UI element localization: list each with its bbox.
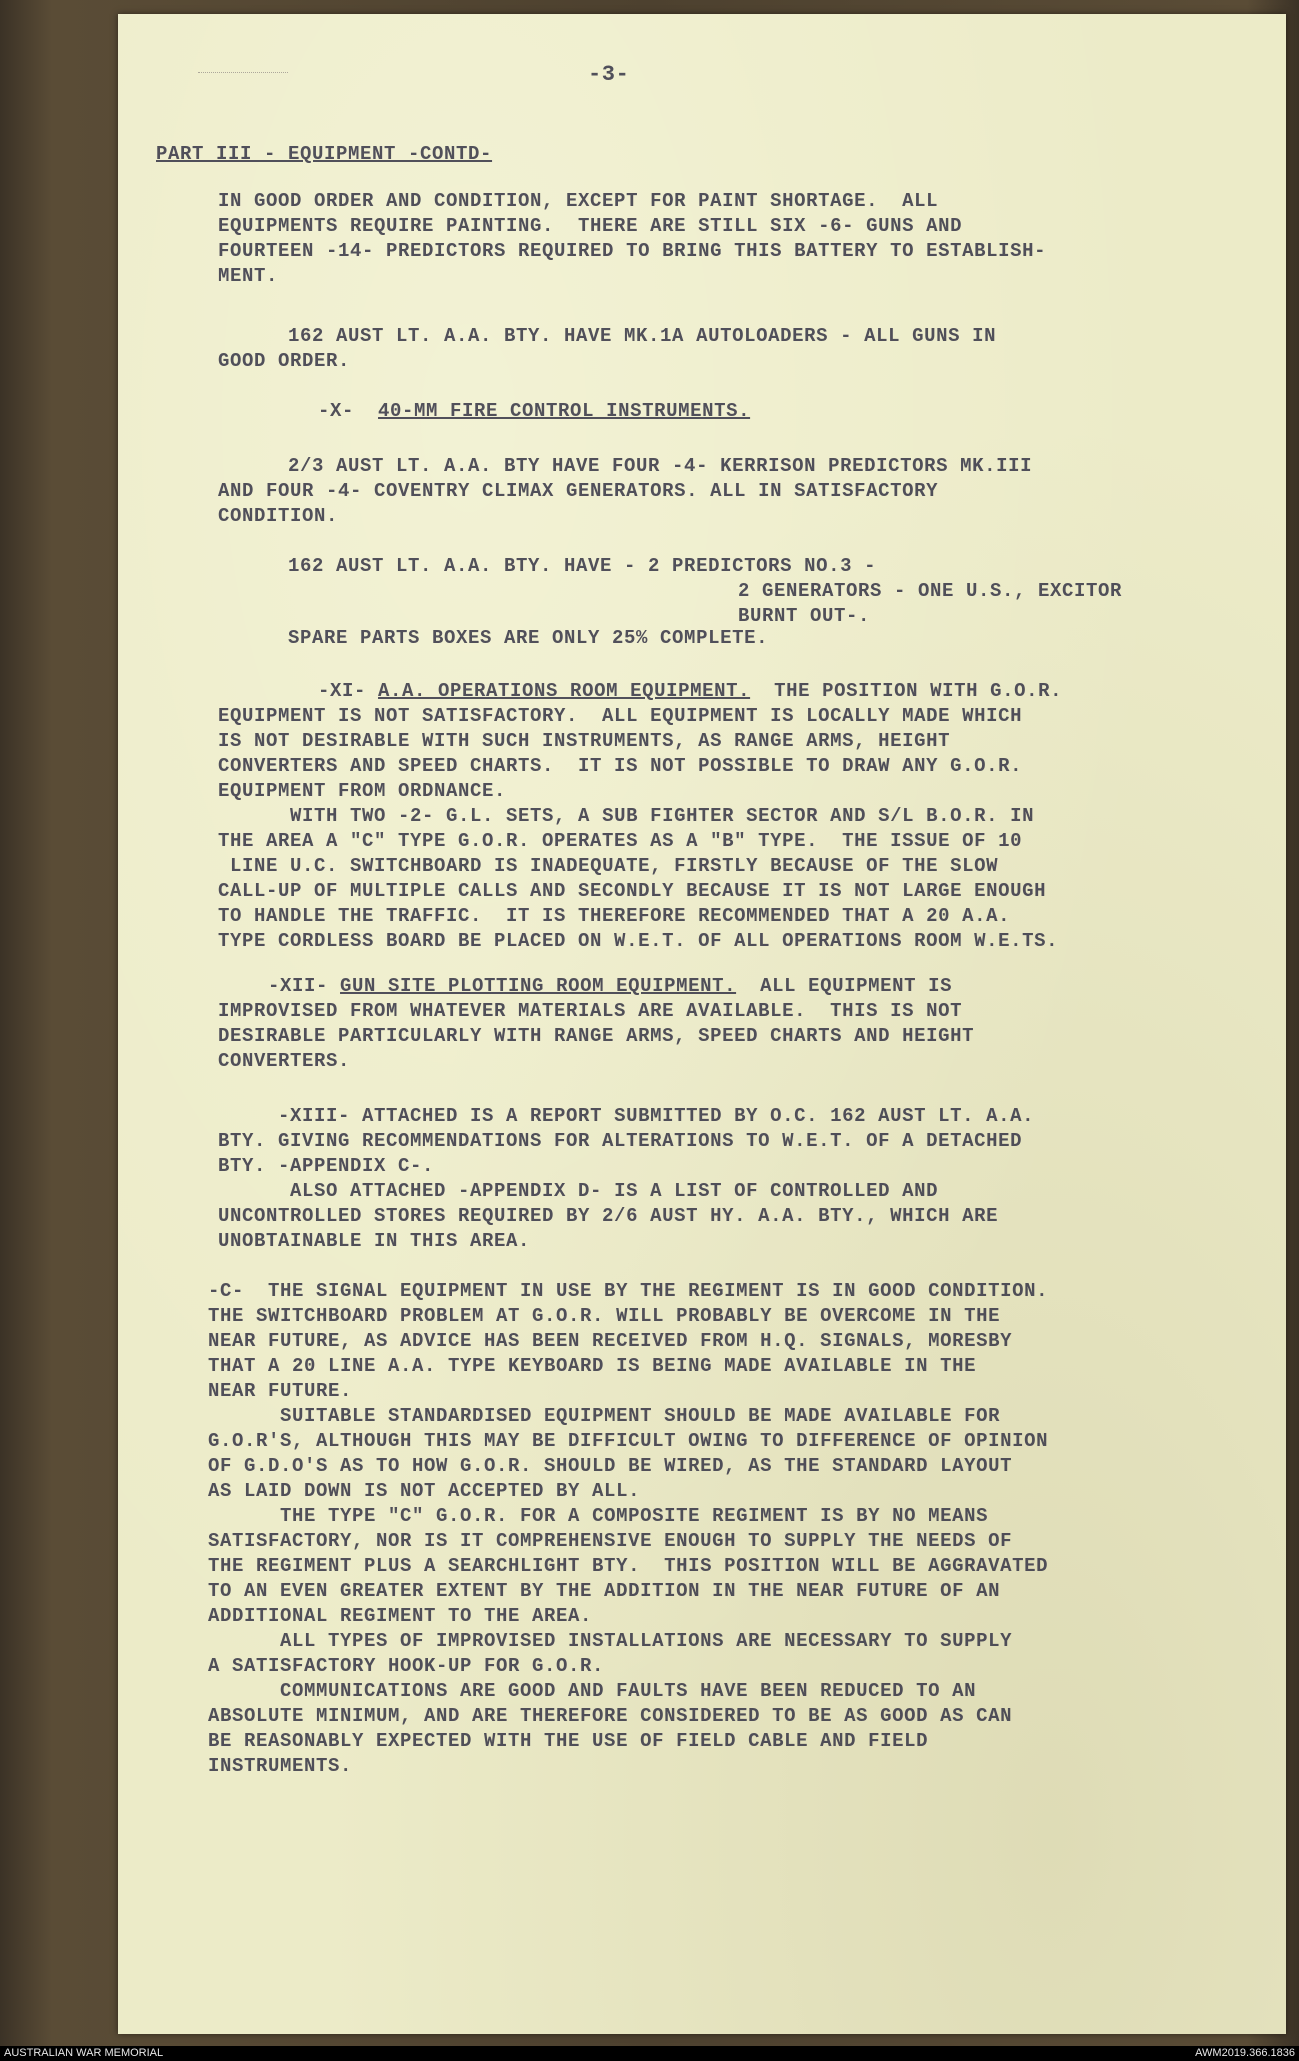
document-page bbox=[118, 14, 1286, 2034]
paragraph-signal-equipment: -C- THE SIGNAL EQUIPMENT IN USE BY THE REGIMENT IS IN GOOD CONDITION. THE SWITCHBOARD PROBLEM AT G.O.R. WILL PROBABLY BE OVERCOME IN THE NEAR FUTURE, AS ADVICE HAS BEEN RECEIVED FROM H.Q. SIGNALS, MORESBY THAT A 20 LINE A.A. TYPE KEYBOARD IS BEING MADE AVAILABLE IN THE NEAR FUTURE. SUITABLE STANDARDISED EQUIPMENT SHOULD BE MADE AVAILABLE FOR G.O.R'S, ALTHOUGH THIS MAY BE DIFFICULT OWING TO DIFFERENCE OF OPINION OF G.D.O'S AS TO HOW G.O.R. SHOULD BE WIRED, AS THE STANDARD LAYOUT AS LAID DOWN IS NOT ACCEPTED BY ALL. THE TYPE "C" G.O.R. FOR A COMPOSITE REGIMENT IS BY NO MEANS SATISFACTORY, NOR IS IT COMPREHENSIVE ENOUGH TO SUPPLY THE NEEDS OF THE REGIMENT PLUS A SEARCHLIGHT BTY. THIS POSITION WILL BE AGGRAVATED TO AN EVEN GREATER EXTENT BY THE ADDITION IN THE NEAR FUTURE OF AN ADDITIONAL REGIMENT TO THE AREA. ALL TYPES OF IMPROVISED INSTALLATIONS ARE NECESSARY TO SUPPLY A SATISFACTORY HOOK-UP FOR G.O.R. COMMUNICATIONS ARE GOOD AND FAULTS HAVE BEEN REDUCED TO AN ABSOLUTE MINIMUM, AND ARE THEREFORE CONSIDERED TO BE AS GOOD AS CAN BE REASONABLY EXPECTED WITH THE USE OF FIELD CABLE AND FIELD INSTRUMENTS. bbox=[208, 1280, 1049, 1777]
paragraph-plotting-room: IMPROVISED FROM WHATEVER MATERIALS ARE AVAILABLE. THIS IS NOT DESIRABLE PARTICULARLY WITH RANGE ARMS, SPEED CHARTS AND HEIGHT CONVERTERS. bbox=[218, 1000, 975, 1072]
section-xii-heading bbox=[268, 974, 952, 999]
section-xii-lead: ALL EQUIPMENT IS bbox=[736, 975, 953, 997]
section-xi-lead: THE POSITION WITH G.O.R. bbox=[750, 680, 1063, 702]
paragraph-spare-parts: SPARE PARTS BOXES ARE ONLY 25% COMPLETE. bbox=[288, 627, 769, 649]
section-xii-title: GUN SITE PLOTTING ROOM EQUIPMENT. bbox=[340, 975, 737, 997]
section-xi-number: -XI- bbox=[318, 680, 367, 702]
archive-footer bbox=[0, 2046, 1299, 2061]
section-x-heading bbox=[318, 399, 750, 424]
section-x-number: -X- bbox=[318, 400, 355, 422]
pencil-mark bbox=[198, 72, 288, 87]
footer-accession-number: AWM2019.366.1836 bbox=[1195, 2047, 1295, 2059]
footer-institution: AUSTRALIAN WAR MEMORIAL bbox=[4, 2047, 164, 2059]
section-xii-number: -XII- bbox=[268, 975, 329, 997]
autoloaders-text: 162 AUST LT. A.A. BTY. HAVE MK.1A AUTOLOADERS - ALL GUNS IN GOOD ORDER. bbox=[218, 325, 997, 372]
section-heading: PART III - EQUIPMENT -CONTD- bbox=[156, 143, 493, 165]
paragraph-generators: 2 GENERATORS - ONE U.S., EXCITOR BURNT OUT-. bbox=[738, 580, 1123, 627]
section-xi-heading bbox=[318, 679, 1062, 704]
section-x-title: 40-MM FIRE CONTROL INSTRUMENTS. bbox=[378, 400, 751, 422]
paragraph-equipment-order: IN GOOD ORDER AND CONDITION, EXCEPT FOR PAINT SHORTAGE. ALL EQUIPMENTS REQUIRE PAINTING. THERE ARE STILL SIX -6- GUNS AND FOURTEEN -14- PREDICTORS REQUIRED TO BRING THIS BATTERY TO ESTABLISH- MENT. bbox=[218, 190, 1047, 287]
paragraph-appendices: -XIII- ATTACHED IS A REPORT SUBMITTED BY O.C. 162 AUST LT. A.A. BTY. GIVING RECOMMENDATIONS FOR ALTERATIONS TO W.E.T. OF A DETACHED BTY. -APPENDIX C-. ALSO ATTACHED -APPENDIX D- IS A LIST OF CONTROLLED AND UNCONTROLLED STORES REQUIRED BY 2/6 AUST HY. A.A. BTY., WHICH ARE UNOBTAINABLE IN THIS AREA. bbox=[218, 1105, 1035, 1252]
paragraph-162-predictors: 162 AUST LT. A.A. BTY. HAVE - 2 PREDICTORS NO.3 - bbox=[288, 555, 877, 577]
page-number: -3- bbox=[588, 62, 630, 87]
section-xi-title: A.A. OPERATIONS ROOM EQUIPMENT. bbox=[378, 680, 751, 702]
paragraph-kerrison: 2/3 AUST LT. A.A. BTY HAVE FOUR -4- KERRISON PREDICTORS MK.III AND FOUR -4- COVENTRY CLIMAX GENERATORS. ALL IN SATISFACTORY CONDITION. bbox=[218, 455, 1033, 527]
paragraph-operations-room: EQUIPMENT IS NOT SATISFACTORY. ALL EQUIPMENT IS LOCALLY MADE WHICH IS NOT DESIRABLE WITH SUCH INSTRUMENTS, AS RANGE ARMS, HEIGHT CONVERTERS AND SPEED CHARTS. IT IS NOT POSSIBLE TO DRAW ANY G.O.R. EQUIPMENT FROM ORDNANCE. WITH TWO -2- G.L. SETS, A SUB FIGHTER SECTOR AND S/L B.O.R. IN THE AREA A "C" TYPE G.O.R. OPERATES AS A "B" TYPE. THE ISSUE OF 10 LINE U.C. SWITCHBOARD IS INADEQUATE, FIRSTLY BECAUSE OF THE SLOW CALL-UP OF MULTIPLE CALLS AND SECONDLY BECAUSE IT IS NOT LARGE ENOUGH TO HANDLE THE TRAFFIC. IT IS THEREFORE RECOMMENDED THAT A 20 A.A. TYPE CORDLESS BOARD BE PLACED ON W.E.T. OF ALL OPERATIONS ROOM W.E.TS. bbox=[218, 705, 1059, 952]
paragraph-autoloaders bbox=[218, 324, 996, 374]
